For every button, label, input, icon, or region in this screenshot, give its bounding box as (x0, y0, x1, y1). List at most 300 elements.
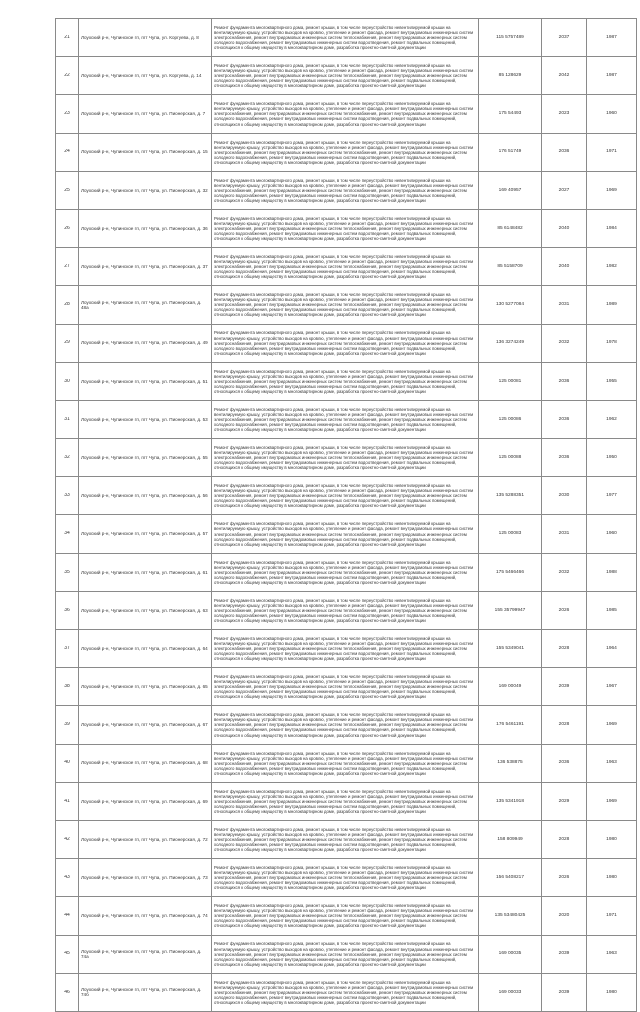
planned-year-cell-text: 2031 (558, 302, 570, 308)
build-year-cell-text: 1987 (606, 73, 617, 79)
work-description-cell-text: Ремонт фундамента многоквартирного дома, ремонт крыши, в том числе переустройство невентилируемой крыши на вентилируемую крышу, устройство выходов на кровлю, утепление и ремонт фасада, ремонт внутридомовых инженерных систем электроснабжения, ремонт внутридомовых инженерных систем теплоснабжения, ремонт внутридомовых инженерных систем холодного водоснабжения, ремонт внутридомовых инженерных систем водоотведения, ремонт подвальных помещений, относящихся к общему имуществу в многоквартирном доме, разработка проектно-сметной документации (214, 597, 474, 623)
address-cell (79, 553, 212, 591)
table-row (56, 859, 637, 897)
planned-year-cell-text: 2039 (558, 989, 570, 995)
work-description-cell (212, 973, 479, 1011)
cost-cell (479, 400, 542, 438)
work-description-cell-text: Ремонт фундамента многоквартирного дома, ремонт крыши, в том числе переустройство невентилируемой крыши на вентилируемую крышу, устройство выходов на кровлю, утепление и ремонт фасада, ремонт внутридомовых инженерных систем электроснабжения, ремонт внутридомовых инженерных систем теплоснабжения, ремонт внутридомовых инженерных систем холодного водоснабжения, ремонт внутридомовых инженерных систем водоотведения, ремонт подвальных помещений, относящихся к общему имуществу в многоквартирном доме, разработка проектно-сметной документации (214, 483, 474, 509)
planned-year-cell-text: 2036 (558, 149, 570, 155)
planned-year-cell (542, 477, 587, 515)
build-year-cell-text: 1967 (606, 684, 617, 690)
build-year-cell (587, 324, 637, 362)
build-year-cell (587, 209, 637, 247)
cost-cell-text: 115 5757489 (496, 34, 524, 40)
build-year-cell (587, 744, 637, 782)
work-description-cell-text: Ремонт фундамента многоквартирного дома, ремонт крыши, в том числе переустройство невентилируемой крыши на вентилируемую крышу, устройство выходов на кровлю, утепление и ремонт фасада, ремонт внутридомовых инженерных систем электроснабжения, ремонт внутридомовых инженерных систем теплоснабжения, ремонт внутридомовых инженерных систем холодного водоснабжения, ремонт внутридомовых инженерных систем водоотведения, ремонт подвальных помещений, относящихся к общему имуществу в многоквартирном доме, разработка проектно-сметной документации (214, 24, 474, 51)
row-number-text: 25 (64, 187, 70, 193)
table-row (56, 400, 637, 438)
work-description-cell (212, 19, 479, 57)
build-year-cell-text: 1963 (606, 760, 617, 766)
cost-cell-text: 169 00049 (498, 684, 522, 690)
address-cell-text: Лоухский р-н, Чупинское гп, пгт Чупа, ул. Пионерская, д. 61 (81, 569, 208, 575)
row-number (56, 439, 79, 477)
cost-cell (479, 973, 542, 1011)
address-cell (79, 248, 212, 286)
address-cell-text: Лоухский р-н, Чупинское гп, пгт Чупа, ул. Коргуева, д. 14 (81, 73, 202, 79)
work-description-cell-text: Ремонт фундамента многоквартирного дома, ремонт крыши, в том числе переустройство невентилируемой крыши на вентилируемую крышу, устройство выходов на кровлю, утепление и ремонт фасада, ремонт внутридомовых инженерных систем электроснабжения, ремонт внутридомовых инженерных систем теплоснабжения, ремонт внутридомовых инженерных систем холодного водоснабжения, ремонт внутридомовых инженерных систем водоотведения, ремонт подвальных помещений, относящихся к общему имуществу в многоквартирном доме, разработка проектно-сметной документации (214, 63, 474, 89)
cost-cell (479, 782, 542, 820)
address-cell (79, 133, 212, 171)
row-number-text: 34 (64, 531, 70, 537)
row-number (56, 133, 79, 171)
planned-year-cell-text: 2036 (558, 416, 570, 422)
planned-year-cell-text: 2037 (558, 34, 570, 40)
build-year-cell-text: 1960 (606, 531, 617, 537)
build-year-cell-text: 1971 (606, 149, 617, 155)
planned-year-cell-text: 2032 (558, 340, 570, 346)
row-number-text: 23 (64, 111, 70, 117)
address-cell-text: Лоухский р-н, Чупинское гп, пгт Чупа, ул. Пионерская, д. 55 (81, 454, 208, 460)
address-cell (79, 362, 212, 400)
work-description-cell-text: Ремонт фундамента многоквартирного дома, ремонт крыши, в том числе переустройство невентилируемой крыши на вентилируемую крышу, устройство выходов на кровлю, утепление и ремонт фасада, ремонт внутридомовых инженерных систем электроснабжения, ремонт внутридомовых инженерных систем теплоснабжения, ремонт внутридомовых инженерных систем холодного водоснабжения, ремонт внутридомовых инженерных систем водоотведения, ремонт подвальных помещений, относящихся к общему имуществу в многоквартирном доме, разработка проектно-сметной документации (214, 979, 474, 1005)
row-number-text: 22 (64, 73, 70, 79)
work-description-cell-text: Ремонт фундамента многоквартирного дома, ремонт крыши, в том числе переустройство невентилируемой крыши на вентилируемую крышу, устройство выходов на кровлю, утепление и ремонт фасада, ремонт внутридомовых инженерных систем электроснабжения, ремонт внутридомовых инженерных систем теплоснабжения, ремонт внутридомовых инженерных систем холодного водоснабжения, ремонт внутридомовых инженерных систем водоотведения, ремонт подвальных помещений, относящихся к общему имуществу в многоквартирном доме, разработка проектно-сметной документации (214, 177, 474, 203)
planned-year-cell (542, 630, 587, 668)
build-year-cell (587, 897, 637, 935)
work-description-cell (212, 706, 479, 744)
table-row (56, 133, 637, 171)
planned-year-cell (542, 591, 587, 629)
cost-cell (479, 668, 542, 706)
work-description-cell-text: Ремонт фундамента многоквартирного дома, ремонт крыши, в том числе переустройство невентилируемой крыши на вентилируемую крышу, устройство выходов на кровлю, утепление и ремонт фасада, ремонт внутридомовых инженерных систем электроснабжения, ремонт внутридомовых инженерных систем теплоснабжения, ремонт внутридомовых инженерных систем холодного водоснабжения, ремонт внутридомовых инженерных систем водоотведения, ремонт подвальных помещений, относящихся к общему имуществу в многоквартирном доме, разработка проектно-сметной документации (214, 215, 474, 242)
build-year-cell (587, 859, 637, 897)
planned-year-cell-text: 2039 (558, 684, 570, 690)
row-number-text: 35 (64, 569, 70, 575)
row-number-text: 44 (64, 913, 70, 919)
table-row (56, 286, 637, 324)
planned-year-cell (542, 897, 587, 935)
row-number-text: 31 (64, 416, 70, 422)
build-year-cell (587, 19, 637, 57)
work-description-cell-text: Ремонт фундамента многоквартирного дома, ремонт крыши, в том числе переустройство невентилируемой крыши на вентилируемую крышу, устройство выходов на кровлю, утепление и ремонт фасада, ремонт внутридомовых инженерных систем электроснабжения, ремонт внутридомовых инженерных систем теплоснабжения, ремонт внутридомовых инженерных систем холодного водоснабжения, ремонт внутридомовых инженерных систем водоотведения, ремонт подвальных помещений, относящихся к общему имуществу в многоквартирном доме, разработка проектно-сметной документации (214, 101, 474, 127)
row-number-text: 24 (64, 149, 70, 155)
planned-year-cell (542, 859, 587, 897)
table-row (56, 477, 637, 515)
work-description-cell (212, 897, 479, 935)
work-description-cell (212, 57, 479, 95)
planned-year-cell (542, 744, 587, 782)
address-cell (79, 171, 212, 209)
cost-cell-text: 175 5466466 (495, 569, 524, 575)
work-description-cell-text: Ремонт фундамента многоквартирного дома, ремонт крыши, в том числе переустройство невентилируемой крыши на вентилируемую крышу, устройство выходов на кровлю, утепление и ремонт фасада, ремонт внутридомовых инженерных систем электроснабжения, ремонт внутридомовых инженерных систем теплоснабжения, ремонт внутридомовых инженерных систем холодного водоснабжения, ремонт внутридомовых инженерных систем водоотведения, ремонт подвальных помещений, относящихся к общему имуществу в многоквартирном доме, разработка проектно-сметной документации (214, 750, 474, 776)
work-description-cell-text: Ремонт фундамента многоквартирного дома, ремонт крыши, в том числе переустройство невентилируемой крыши на вентилируемую крышу, устройство выходов на кровлю, утепление и ремонт фасада, ремонт внутридомовых инженерных систем электроснабжения, ремонт внутридомовых инженерных систем теплоснабжения, ремонт внутридомовых инженерных систем холодного водоснабжения, ремонт внутридомовых инженерных систем водоотведения, ремонт подвальных помещений, относящихся к общему имуществу в многоквартирном доме, разработка проектно-сметной документации (214, 330, 474, 356)
table-row (56, 553, 637, 591)
planned-year-cell (542, 57, 587, 95)
work-description-cell (212, 248, 479, 286)
address-cell-text: Лоухский р-н, Чупинское гп, пгт Чупа, ул. Пионерская, д. 69 (81, 798, 208, 804)
cost-cell-text: 135 53480425 (494, 913, 526, 919)
build-year-cell (587, 553, 637, 591)
build-year-cell (587, 935, 637, 973)
row-number (56, 668, 79, 706)
planned-year-cell-text: 2020 (558, 913, 570, 919)
planned-year-cell (542, 553, 587, 591)
planned-year-cell (542, 706, 587, 744)
work-description-cell-text: Ремонт фундамента многоквартирного дома, ремонт крыши, в том числе переустройство невентилируемой крыши на вентилируемую крышу, устройство выходов на кровлю, утепление и ремонт фасада, ремонт внутридомовых инженерных систем электроснабжения, ремонт внутридомовых инженерных систем теплоснабжения, ремонт внутридомовых инженерных систем холодного водоснабжения, ремонт внутридомовых инженерных систем водоотведения, ремонт подвальных помещений, относящихся к общему имуществу в многоквартирном доме, разработка проектно-сметной документации (214, 292, 474, 318)
work-description-cell-text: Ремонт фундамента многоквартирного дома, ремонт крыши, в том числе переустройство невентилируемой крыши на вентилируемую крышу, устройство выходов на кровлю, утепление и ремонт фасада, ремонт внутридомовых инженерных систем электроснабжения, ремонт внутридомовых инженерных систем теплоснабжения, ремонт внутридомовых инженерных систем холодного водоснабжения, ремонт внутридомовых инженерных систем водоотведения, ремонт подвальных помещений, относящихся к общему имуществу в многоквартирном доме, разработка проектно-сметной документации (214, 674, 474, 700)
planned-year-cell-text: 2029 (558, 798, 570, 804)
row-number-text: 40 (64, 760, 70, 766)
row-number (56, 248, 79, 286)
address-cell-text: Лоухский р-н, Чупинское гп, пгт Чупа, ул. Пионерская, д. 74а (81, 948, 202, 960)
cost-cell-text: 125 00086 (498, 416, 522, 422)
planned-year-cell-text: 2028 (558, 836, 570, 842)
planned-year-cell (542, 400, 587, 438)
row-number-text: 27 (64, 264, 70, 270)
planned-year-cell (542, 286, 587, 324)
work-description-cell (212, 362, 479, 400)
capital-repair-table (55, 18, 637, 1012)
cost-cell (479, 95, 542, 133)
build-year-cell-text: 1964 (606, 645, 617, 651)
work-description-cell (212, 95, 479, 133)
row-number (56, 744, 79, 782)
cost-cell (479, 820, 542, 858)
cost-cell (479, 859, 542, 897)
build-year-cell (587, 95, 637, 133)
row-number (56, 57, 79, 95)
row-number (56, 324, 79, 362)
table-body (56, 19, 637, 1012)
row-number-text: 41 (64, 798, 70, 804)
table-row (56, 668, 637, 706)
address-cell (79, 209, 212, 247)
address-cell-text: Лоухский р-н, Чупинское гп, пгт Чупа, ул. Пионерская, д. 51 (81, 378, 208, 384)
work-description-cell-text: Ремонт фундамента многоквартирного дома, ремонт крыши, в том числе переустройство невентилируемой крыши на вентилируемую крышу, устройство выходов на кровлю, утепление и ремонт фасада, ремонт внутридомовых инженерных систем электроснабжения, ремонт внутридомовых инженерных систем теплоснабжения, ремонт внутридомовых инженерных систем холодного водоснабжения, ремонт внутридомовых инженерных систем водоотведения, ремонт подвальных помещений, относящихся к общему имуществу в многоквартирном доме, разработка проектно-сметной документации (214, 788, 474, 814)
work-description-cell-text: Ремонт фундамента многоквартирного дома, ремонт крыши, в том числе переустройство невентилируемой крыши на вентилируемую крышу, устройство выходов на кровлю, утепление и ремонт фасада, ремонт внутридомовых инженерных систем электроснабжения, ремонт внутридомовых инженерных систем теплоснабжения, ремонт внутридомовых инженерных систем холодного водоснабжения, ремонт внутридомовых инженерных систем водоотведения, ремонт подвальных помещений, относящихся к общему имуществу в многоквартирном доме, разработка проектно-сметной документации (214, 941, 474, 967)
cost-cell (479, 439, 542, 477)
cost-cell-text: 130 5277084 (495, 302, 524, 308)
row-number (56, 630, 79, 668)
address-cell (79, 630, 212, 668)
address-cell-text: Лоухский р-н, Чупинское гп, пгт Чупа, ул. Пионерская, д. 48а (81, 299, 202, 310)
work-description-cell (212, 744, 479, 782)
cost-cell-text: 169 00033 (498, 989, 522, 995)
address-cell (79, 744, 212, 782)
cost-cell-text: 155 35799947 (494, 607, 526, 613)
cost-cell (479, 57, 542, 95)
row-number (56, 477, 79, 515)
table-row (56, 19, 637, 57)
address-cell-text: Лоухский р-н, Чупинское гп, пгт Чупа, ул. Пионерская, д. 32 (81, 187, 208, 193)
cost-cell (479, 553, 542, 591)
planned-year-cell (542, 973, 587, 1011)
work-description-cell (212, 553, 479, 591)
table-row (56, 897, 637, 935)
address-cell (79, 706, 212, 744)
cost-cell (479, 706, 542, 744)
work-description-cell (212, 324, 479, 362)
planned-year-cell (542, 19, 587, 57)
planned-year-cell-text: 2032 (558, 569, 570, 575)
build-year-cell-text: 1988 (606, 569, 617, 575)
build-year-cell (587, 973, 637, 1011)
address-cell-text: Лоухский р-н, Чупинское гп, пгт Чупа, ул. Пионерская, д. 15 (81, 149, 208, 155)
build-year-cell-text: 1971 (606, 913, 617, 919)
cost-cell-text: 169 00035 (498, 951, 522, 957)
row-number-text: 33 (64, 493, 70, 499)
address-cell-text: Лоухский р-н, Чупинское гп, пгт Чупа, ул. Пионерская, д. 64 (81, 645, 208, 651)
cost-cell (479, 591, 542, 629)
work-description-cell-text: Ремонт фундамента многоквартирного дома, ремонт крыши, в том числе переустройство невентилируемой крыши на вентилируемую крышу, устройство выходов на кровлю, утепление и ремонт фасада, ремонт внутридомовых инженерных систем электроснабжения, ремонт внутридомовых инженерных систем теплоснабжения, ремонт внутридомовых инженерных систем холодного водоснабжения, ремонт внутридомовых инженерных систем водоотведения, ремонт подвальных помещений, относящихся к общему имуществу в многоквартирном доме, разработка проектно-сметной документации (214, 865, 474, 891)
row-number (56, 95, 79, 133)
table-row (56, 630, 637, 668)
planned-year-cell (542, 133, 587, 171)
row-number-text: 43 (64, 875, 70, 881)
row-number-text: 42 (64, 836, 70, 842)
work-description-cell (212, 400, 479, 438)
planned-year-cell (542, 324, 587, 362)
address-cell (79, 973, 212, 1011)
address-cell-text: Лоухский р-н, Чупинское гп, пгт Чупа, ул. Пионерская, д. 65 (81, 684, 208, 690)
row-number-text: 28 (64, 302, 70, 308)
build-year-cell (587, 668, 637, 706)
address-cell-text: Лоухский р-н, Чупинское гп, пгт Чупа, ул. Пионерская, д. 68 (81, 760, 208, 766)
address-cell (79, 400, 212, 438)
cost-cell-text: 176 5461191 (496, 722, 524, 728)
address-cell (79, 439, 212, 477)
work-description-cell (212, 820, 479, 858)
table-row (56, 209, 637, 247)
cost-cell-text: 85 5158709 (497, 264, 523, 270)
table-row (56, 171, 637, 209)
cost-cell-text: 156 5408217 (495, 875, 524, 881)
row-number (56, 782, 79, 820)
cost-cell-text: 136 3274249 (495, 340, 524, 346)
planned-year-cell (542, 171, 587, 209)
build-year-cell (587, 133, 637, 171)
address-cell-text: Лоухский р-н, Чупинское гп, пгт Чупа, ул. Пионерская, д. 53 (81, 416, 208, 422)
address-cell (79, 515, 212, 553)
address-cell-text: Лоухский р-н, Чупинское гп, пгт Чупа, ул. Пионерская, д. 37 (81, 264, 208, 270)
build-year-cell (587, 477, 637, 515)
build-year-cell-text: 1980 (606, 989, 617, 995)
cost-cell-text: 158 809949 (497, 836, 523, 842)
planned-year-cell (542, 248, 587, 286)
planned-year-cell (542, 439, 587, 477)
row-number (56, 935, 79, 973)
planned-year-cell (542, 362, 587, 400)
address-cell (79, 935, 212, 973)
planned-year-cell-text: 2036 (558, 378, 570, 384)
cost-cell (479, 171, 542, 209)
table-row (56, 248, 637, 286)
cost-cell-text: 176 51749 (498, 149, 522, 155)
row-number (56, 553, 79, 591)
cost-cell (479, 362, 542, 400)
cost-cell (479, 630, 542, 668)
build-year-cell-text: 1962 (606, 416, 617, 422)
work-description-cell (212, 859, 479, 897)
planned-year-cell (542, 95, 587, 133)
work-description-cell (212, 591, 479, 629)
address-cell (79, 820, 212, 858)
address-cell-text: Лоухский р-н, Чупинское гп, пгт Чупа, ул. Пионерская, д. 7 (81, 111, 206, 117)
build-year-cell-text: 1980 (606, 875, 617, 881)
build-year-cell (587, 286, 637, 324)
row-number (56, 19, 79, 57)
row-number (56, 400, 79, 438)
cost-cell (479, 477, 542, 515)
address-cell (79, 477, 212, 515)
row-number-text: 29 (64, 340, 70, 346)
planned-year-cell-text: 2031 (558, 531, 570, 537)
planned-year-cell-text: 2042 (558, 73, 570, 79)
cost-cell-text: 85 6148482 (497, 225, 523, 231)
row-number-text: 38 (64, 684, 70, 690)
cost-cell-text: 169 40957 (498, 187, 522, 193)
planned-year-cell (542, 515, 587, 553)
cost-cell (479, 286, 542, 324)
row-number (56, 973, 79, 1011)
cost-cell (479, 324, 542, 362)
work-description-cell (212, 209, 479, 247)
build-year-cell (587, 171, 637, 209)
table-row (56, 973, 637, 1011)
build-year-cell-text: 1969 (606, 187, 617, 193)
build-year-cell-text: 1963 (606, 951, 617, 957)
address-cell-text: Лоухский р-н, Чупинское гп, пгт Чупа, ул. Пионерская, д. 36 (81, 225, 208, 231)
work-description-cell (212, 286, 479, 324)
planned-year-cell-text: 2023 (558, 111, 570, 117)
row-number (56, 286, 79, 324)
table-row (56, 515, 637, 553)
build-year-cell-text: 1978 (606, 340, 617, 346)
work-description-cell-text: Ремонт фундамента многоквартирного дома, ремонт крыши, в том числе переустройство невентилируемой крыши на вентилируемую крышу, устройство выходов на кровлю, утепление и ремонт фасада, ремонт внутридомовых инженерных систем электроснабжения, ремонт внутридомовых инженерных систем теплоснабжения, ремонт внутридомовых инженерных систем холодного водоснабжения, ремонт внутридомовых инженерных систем водоотведения, ремонт подвальных помещений, относящихся к общему имуществу в многоквартирном доме, разработка проектно-сметной документации (214, 826, 474, 853)
build-year-cell (587, 248, 637, 286)
cost-cell-text: 125 00088 (498, 454, 522, 460)
row-number-text: 39 (64, 722, 70, 728)
address-cell (79, 591, 212, 629)
table-row (56, 782, 637, 820)
table-row (56, 95, 637, 133)
build-year-cell (587, 400, 637, 438)
build-year-cell-text: 1977 (606, 493, 617, 499)
table-row (56, 57, 637, 95)
table-row (56, 439, 637, 477)
planned-year-cell-text: 2039 (558, 951, 570, 957)
row-number (56, 515, 79, 553)
address-cell-text: Лоухский р-н, Чупинское гп, пгт Чупа, ул. Пионерская, д. 56 (81, 493, 208, 499)
row-number (56, 591, 79, 629)
cost-cell-text: 155 5349041 (495, 645, 524, 651)
cost-cell (479, 515, 542, 553)
address-cell-text: Лоухский р-н, Чупинское гп, пгт Чупа, ул. Пионерская, д. 49 (81, 340, 208, 346)
address-cell-text: Лоухский р-н, Чупинское гп, пгт Чупа, ул. Пионерская, д. 67 (81, 722, 208, 728)
row-number (56, 362, 79, 400)
cost-cell-text: 85 128629 (498, 73, 522, 79)
build-year-cell-text: 1960 (606, 111, 617, 117)
row-number (56, 171, 79, 209)
address-cell (79, 57, 212, 95)
planned-year-cell-text: 2026 (558, 607, 570, 613)
planned-year-cell-text: 2040 (558, 264, 570, 270)
row-number-text: 32 (64, 454, 70, 460)
work-description-cell (212, 630, 479, 668)
work-description-cell (212, 782, 479, 820)
build-year-cell (587, 57, 637, 95)
build-year-cell-text: 1987 (606, 34, 617, 40)
planned-year-cell (542, 668, 587, 706)
cost-cell (479, 19, 542, 57)
row-number (56, 859, 79, 897)
table-row (56, 362, 637, 400)
cost-cell-text: 125 00081 (498, 378, 522, 384)
work-description-cell-text: Ремонт фундамента многоквартирного дома, ремонт крыши, в том числе переустройство невентилируемой крыши на вентилируемую крышу, устройство выходов на кровлю, утепление и ремонт фасада, ремонт внутридомовых инженерных систем электроснабжения, ремонт внутридомовых инженерных систем теплоснабжения, ремонт внутридомовых инженерных систем холодного водоснабжения, ремонт внутридомовых инженерных систем водоотведения, ремонт подвальных помещений, относящихся к общему имуществу в многоквартирном доме, разработка проектно-сметной документации (214, 712, 474, 738)
row-number-text: 21 (64, 34, 70, 40)
planned-year-cell (542, 935, 587, 973)
address-cell-text: Лоухский р-н, Чупинское гп, пгт Чупа, ул. Пионерская, д. 73 (81, 875, 208, 881)
cost-cell (479, 935, 542, 973)
row-number-text: 36 (64, 607, 70, 613)
planned-year-cell (542, 782, 587, 820)
work-description-cell-text: Ремонт фундамента многоквартирного дома, ремонт крыши, в том числе переустройство невентилируемой крыши на вентилируемую крышу, устройство выходов на кровлю, утепление и ремонт фасада, ремонт внутридомовых инженерных систем электроснабжения, ремонт внутридомовых инженерных систем теплоснабжения, ремонт внутридомовых инженерных систем холодного водоснабжения, ремонт внутридомовых инженерных систем водоотведения, ремонт подвальных помещений, относящихся к общему имуществу в многоквартирном доме, разработка проектно-сметной документации (214, 903, 474, 929)
work-description-cell-text: Ремонт фундамента многоквартирного дома, ремонт крыши, в том числе переустройство невентилируемой крыши на вентилируемую крышу, устройство выходов на кровлю, утепление и ремонт фасада, ремонт внутридомовых инженерных систем электроснабжения, ремонт внутридомовых инженерных систем теплоснабжения, ремонт внутридомовых инженерных систем холодного водоснабжения, ремонт внутридомовых инженерных систем водоотведения, ремонт подвальных помещений, относящихся к общему имуществу в многоквартирном доме, разработка проектно-сметной документации (214, 254, 474, 280)
address-cell (79, 19, 212, 57)
cost-cell (479, 133, 542, 171)
row-number-text: 46 (64, 989, 70, 995)
row-number (56, 209, 79, 247)
work-description-cell (212, 171, 479, 209)
cost-cell-text: 136 538875 (497, 760, 523, 766)
table-row (56, 706, 637, 744)
work-description-cell (212, 515, 479, 553)
work-description-cell (212, 133, 479, 171)
table-row (56, 935, 637, 973)
build-year-cell (587, 630, 637, 668)
work-description-cell (212, 439, 479, 477)
address-cell (79, 859, 212, 897)
address-cell (79, 897, 212, 935)
row-number-text: 45 (64, 951, 70, 957)
address-cell (79, 286, 212, 324)
build-year-cell-text: 1989 (606, 302, 617, 308)
address-cell-text: Лоухский р-н, Чупинское гп, пгт Чупа, ул. Пионерская, д. 57 (81, 531, 208, 537)
build-year-cell (587, 439, 637, 477)
work-description-cell-text: Ремонт фундамента многоквартирного дома, ремонт крыши, в том числе переустройство невентилируемой крыши на вентилируемую крышу, устройство выходов на кровлю, утепление и ремонт фасада, ремонт внутридомовых инженерных систем электроснабжения, ремонт внутридомовых инженерных систем теплоснабжения, ремонт внутридомовых инженерных систем холодного водоснабжения, ремонт внутридомовых инженерных систем водоотведения, ремонт подвальных помещений, относящихся к общему имуществу в многоквартирном доме, разработка проектно-сметной документации (214, 368, 474, 394)
cost-cell-text: 135 5341918 (495, 798, 524, 804)
row-number (56, 706, 79, 744)
address-cell-text: Лоухский р-н, Чупинское гп, пгт Чупа, ул. Пионерская, д. 74 (81, 913, 208, 919)
address-cell (79, 668, 212, 706)
work-description-cell (212, 477, 479, 515)
row-number (56, 897, 79, 935)
row-number-text: 26 (64, 225, 70, 231)
row-number-text: 37 (64, 645, 70, 651)
address-cell-text: Лоухский р-н, Чупинское гп, пгт Чупа, ул. Коргуева, д. 8 (81, 34, 199, 40)
address-cell (79, 324, 212, 362)
row-number (56, 820, 79, 858)
work-description-cell-text: Ремонт фундамента многоквартирного дома, ремонт крыши, в том числе переустройство невентилируемой крыши на вентилируемую крышу, устройство выходов на кровлю, утепление и ремонт фасада, ремонт внутридомовых инженерных систем электроснабжения, ремонт внутридомовых инженерных систем теплоснабжения, ремонт внутридомовых инженерных систем холодного водоснабжения, ремонт внутридомовых инженерных систем водоотведения, ремонт подвальных помещений, относящихся к общему имуществу в многоквартирном доме, разработка проектно-сметной документации (214, 559, 474, 585)
row-number-text: 30 (64, 378, 70, 384)
address-cell-text: Лоухский р-н, Чупинское гп, пгт Чупа, ул. Пионерская, д. 74б (81, 986, 202, 998)
build-year-cell (587, 362, 637, 400)
work-description-cell-text: Ремонт фундамента многоквартирного дома, ремонт крыши, в том числе переустройство невентилируемой крыши на вентилируемую крышу, устройство выходов на кровлю, утепление и ремонт фасада, ремонт внутридомовых инженерных систем электроснабжения, ремонт внутридомовых инженерных систем теплоснабжения, ремонт внутридомовых инженерных систем холодного водоснабжения, ремонт внутридомовых инженерных систем водоотведения, ремонт подвальных помещений, относящихся к общему имуществу в многоквартирном доме, разработка проектно-сметной документации (214, 406, 474, 433)
cost-cell (479, 744, 542, 782)
table-row (56, 744, 637, 782)
planned-year-cell-text: 2036 (558, 760, 570, 766)
cost-cell-text: 135 5288351 (495, 493, 524, 499)
